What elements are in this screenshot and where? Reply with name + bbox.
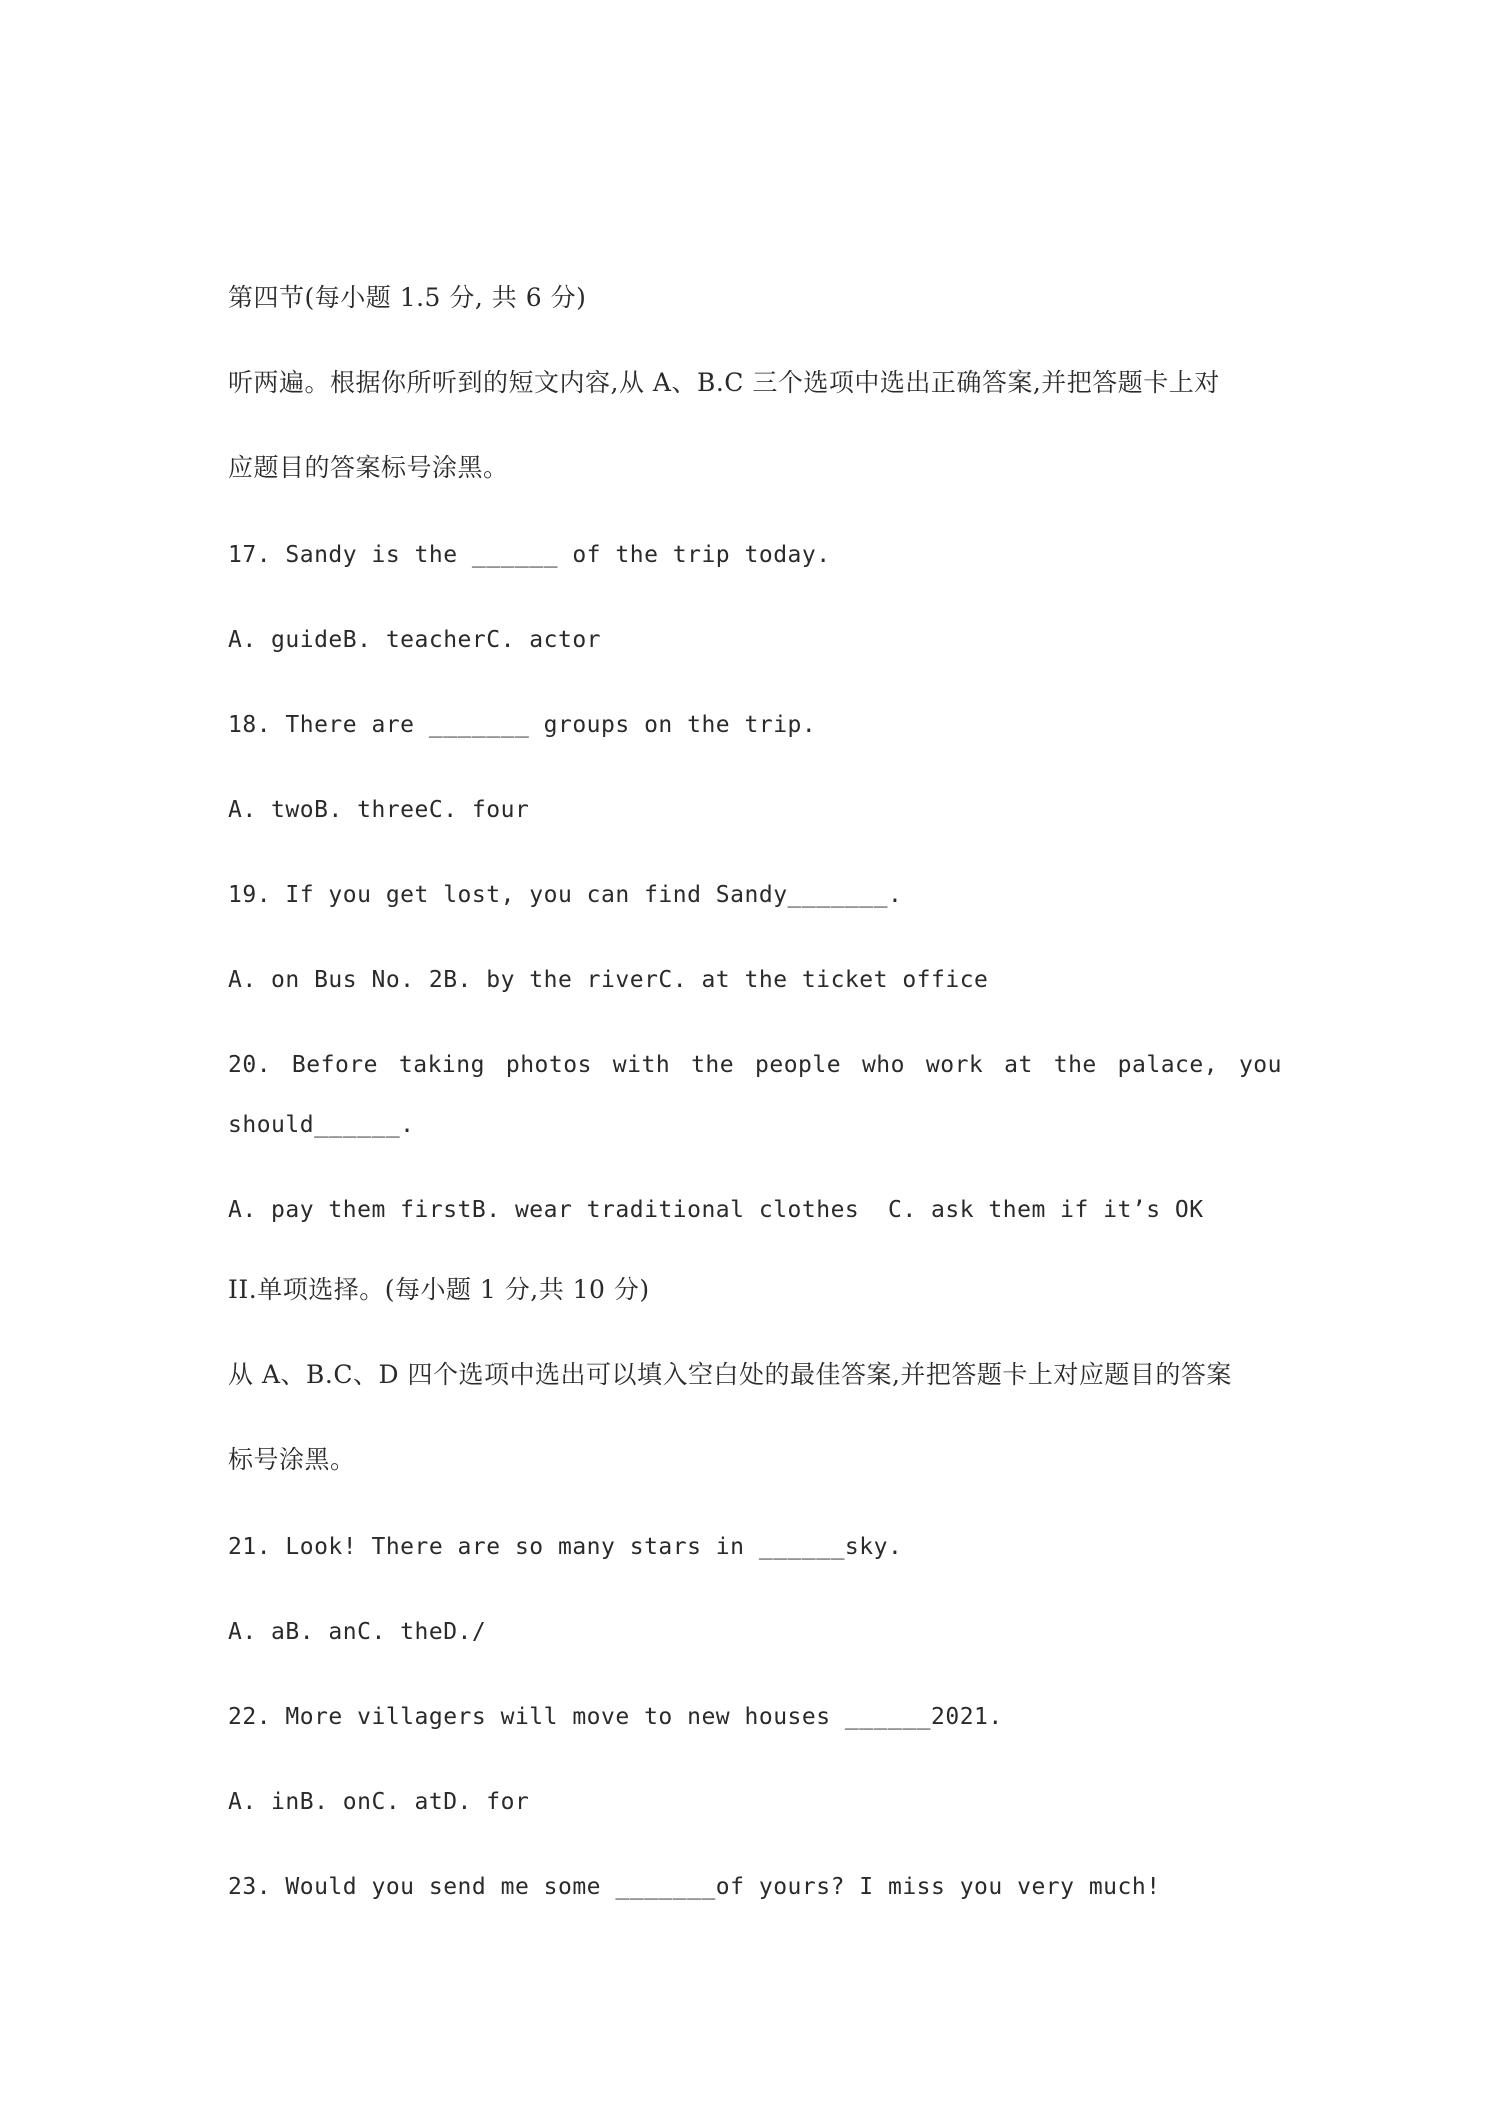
question-18-stem: 18. There are _______ groups on the trip.: [228, 712, 817, 738]
question-18-options: A. twoB. threeC. four: [228, 797, 530, 823]
section-two-heading: II.单项选择。(每小题 1 分,共 10 分): [228, 1275, 650, 1304]
section-four-heading: 第四节(每小题 1.5 分, 共 6 分): [228, 283, 587, 312]
question-23-stem: 23. Would you send me some _______of yours? I miss you very much!: [228, 1874, 1161, 1900]
question-21-stem: 21. Look! There are so many stars in ______sky.: [228, 1534, 903, 1560]
question-20-options: A. pay them firstB. wear traditional clothes C. ask them if it’s OK: [228, 1197, 1204, 1223]
question-19-stem: 19. If you get lost, you can find Sandy_______.: [228, 882, 903, 908]
question-20-stem-line-1: 20. Before taking photos with the people who work at the palace, you: [228, 1052, 1282, 1078]
section-four-instruction-line-1: 听两遍。根据你所听到的短文内容,从 A、B.C 三个选项中选出正确答案,并把答题卡上对: [228, 368, 1220, 397]
question-17-stem: 17. Sandy is the ______ of the trip today.: [228, 542, 831, 568]
question-21-options: A. aB. anC. theD./: [228, 1619, 487, 1645]
question-22-options: A. inB. onC. atD. for: [228, 1789, 530, 1815]
question-19-options: A. on Bus No. 2B. by the riverC. at the ticket office: [228, 967, 989, 993]
section-two-instruction-line-2: 标号涂黑。: [228, 1445, 356, 1474]
section-four-instruction-line-2: 应题目的答案标号涂黑。: [228, 453, 509, 482]
section-two-instruction-line-1: 从 A、B.C、D 四个选项中选出可以填入空白处的最佳答案,并把答题卡上对应题目的答案: [228, 1360, 1232, 1389]
question-17-options: A. guideB. teacherC. actor: [228, 627, 602, 653]
question-22-stem: 22. More villagers will move to new houses ______2021.: [228, 1704, 1003, 1730]
question-20-stem-line-2: should______.: [228, 1112, 415, 1138]
